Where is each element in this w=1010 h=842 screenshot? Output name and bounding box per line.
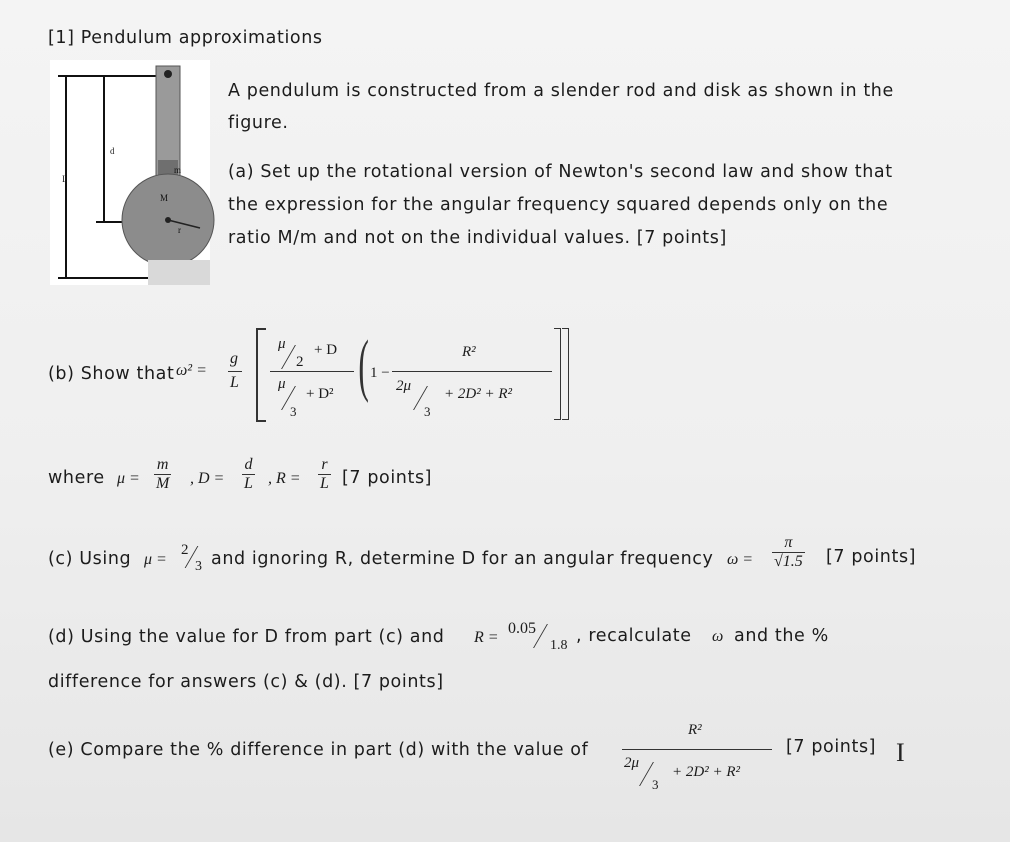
part-a-line-1: (a) Set up the rotational version of Newton's second law and show that bbox=[228, 162, 893, 182]
D-fraction bbox=[242, 456, 255, 493]
part-c-three: 3 bbox=[195, 559, 202, 574]
part-b-mu-top: μ bbox=[278, 336, 286, 352]
mu-numerator: m bbox=[156, 456, 169, 473]
part-d-text-2: and the % bbox=[734, 626, 829, 646]
part-d-den: 1.8 bbox=[550, 638, 568, 653]
part-d-num: 0.05 bbox=[508, 620, 536, 637]
text-cursor-icon: I bbox=[896, 738, 905, 767]
pendulum-figure bbox=[50, 60, 220, 290]
part-b-three: 3 bbox=[290, 404, 297, 419]
part-b-three-2: 3 bbox=[424, 404, 431, 419]
part-e-two-mu: 2μ bbox=[624, 755, 640, 771]
part-b-one-minus: 1 − bbox=[370, 365, 390, 381]
intro-line-2: figure. bbox=[228, 113, 289, 133]
figure-label-m: m bbox=[174, 165, 182, 175]
part-e-three: 3 bbox=[652, 777, 659, 792]
part-b-R2: R² bbox=[462, 344, 476, 360]
part-d-R-eq: R = bbox=[474, 629, 499, 646]
R-numerator: r bbox=[321, 456, 328, 473]
part-b-g: g bbox=[230, 350, 238, 367]
part-d-omega: ω bbox=[712, 628, 724, 645]
part-b-label: (b) Show that bbox=[48, 364, 175, 384]
part-b-two: 2 bbox=[296, 354, 304, 370]
R-denominator: L bbox=[320, 475, 329, 492]
omega-denominator: √1.5 bbox=[774, 553, 803, 570]
part-b-den-tail: + 2D² + R² bbox=[444, 386, 512, 402]
figure-label-M: M bbox=[160, 193, 169, 203]
big-left-bracket bbox=[256, 328, 266, 422]
omega-numerator: π bbox=[784, 534, 793, 551]
big-right-bracket-2 bbox=[562, 328, 569, 420]
part-e-R2: R² bbox=[688, 722, 702, 738]
where-D-eq: , D = bbox=[190, 470, 225, 487]
omega-fraction bbox=[772, 534, 805, 571]
part-b-plus-D: + D bbox=[314, 342, 338, 358]
where-label: where bbox=[48, 468, 105, 488]
part-d-line-2: difference for answers (c) & (d). [7 points] bbox=[48, 672, 444, 692]
part-e-points: [7 points] bbox=[786, 737, 877, 757]
part-a-line-3: ratio M/m and not on the individual values. [7 points] bbox=[228, 228, 727, 248]
intro-line-1: A pendulum is constructed from a slender rod and disk as shown in the bbox=[228, 81, 894, 101]
page-title: [1] Pendulum approximations bbox=[48, 28, 323, 48]
figure-label-r: r bbox=[178, 225, 181, 235]
mu-denominator: M bbox=[156, 475, 170, 492]
part-e-label: (e) Compare the % difference in part (d) with the value of bbox=[48, 740, 589, 760]
D-denominator: L bbox=[244, 475, 253, 492]
where-mu-eq: μ = bbox=[117, 470, 140, 487]
part-b-L: L bbox=[230, 374, 239, 391]
mu-fraction bbox=[154, 456, 171, 493]
part-b-two-mu: 2μ bbox=[396, 378, 412, 394]
where-R-eq: , R = bbox=[268, 470, 301, 487]
figure-label-L: L bbox=[62, 174, 68, 184]
big-right-bracket-1 bbox=[554, 328, 561, 420]
part-e-den-tail: + 2D² + R² bbox=[672, 764, 740, 780]
part-b-mu-bottom: μ bbox=[278, 376, 286, 392]
part-c-points: [7 points] bbox=[826, 547, 917, 567]
part-a-line-2: the expression for the angular frequency squared depends only on the bbox=[228, 195, 889, 215]
part-d-label: (d) Using the value for D from part (c) and bbox=[48, 627, 445, 647]
part-c-omega-eq: ω = bbox=[727, 551, 754, 568]
part-c-label: (c) Using bbox=[48, 549, 132, 569]
left-paren: ( bbox=[358, 327, 369, 404]
part-d-text: , recalculate bbox=[576, 626, 692, 646]
where-points: [7 points] bbox=[342, 468, 433, 488]
part-c-text: and ignoring R, determine D for an angular frequency bbox=[211, 549, 714, 569]
part-c-two: 2 bbox=[181, 542, 189, 558]
D-numerator: d bbox=[244, 456, 253, 473]
figure-label-d: d bbox=[110, 146, 115, 156]
part-c-mu-eq: μ = bbox=[144, 551, 167, 568]
part-b-omega-sq: ω² = bbox=[176, 362, 207, 379]
R-fraction bbox=[318, 456, 331, 493]
part-b-plus-D2: + D² bbox=[306, 386, 334, 402]
